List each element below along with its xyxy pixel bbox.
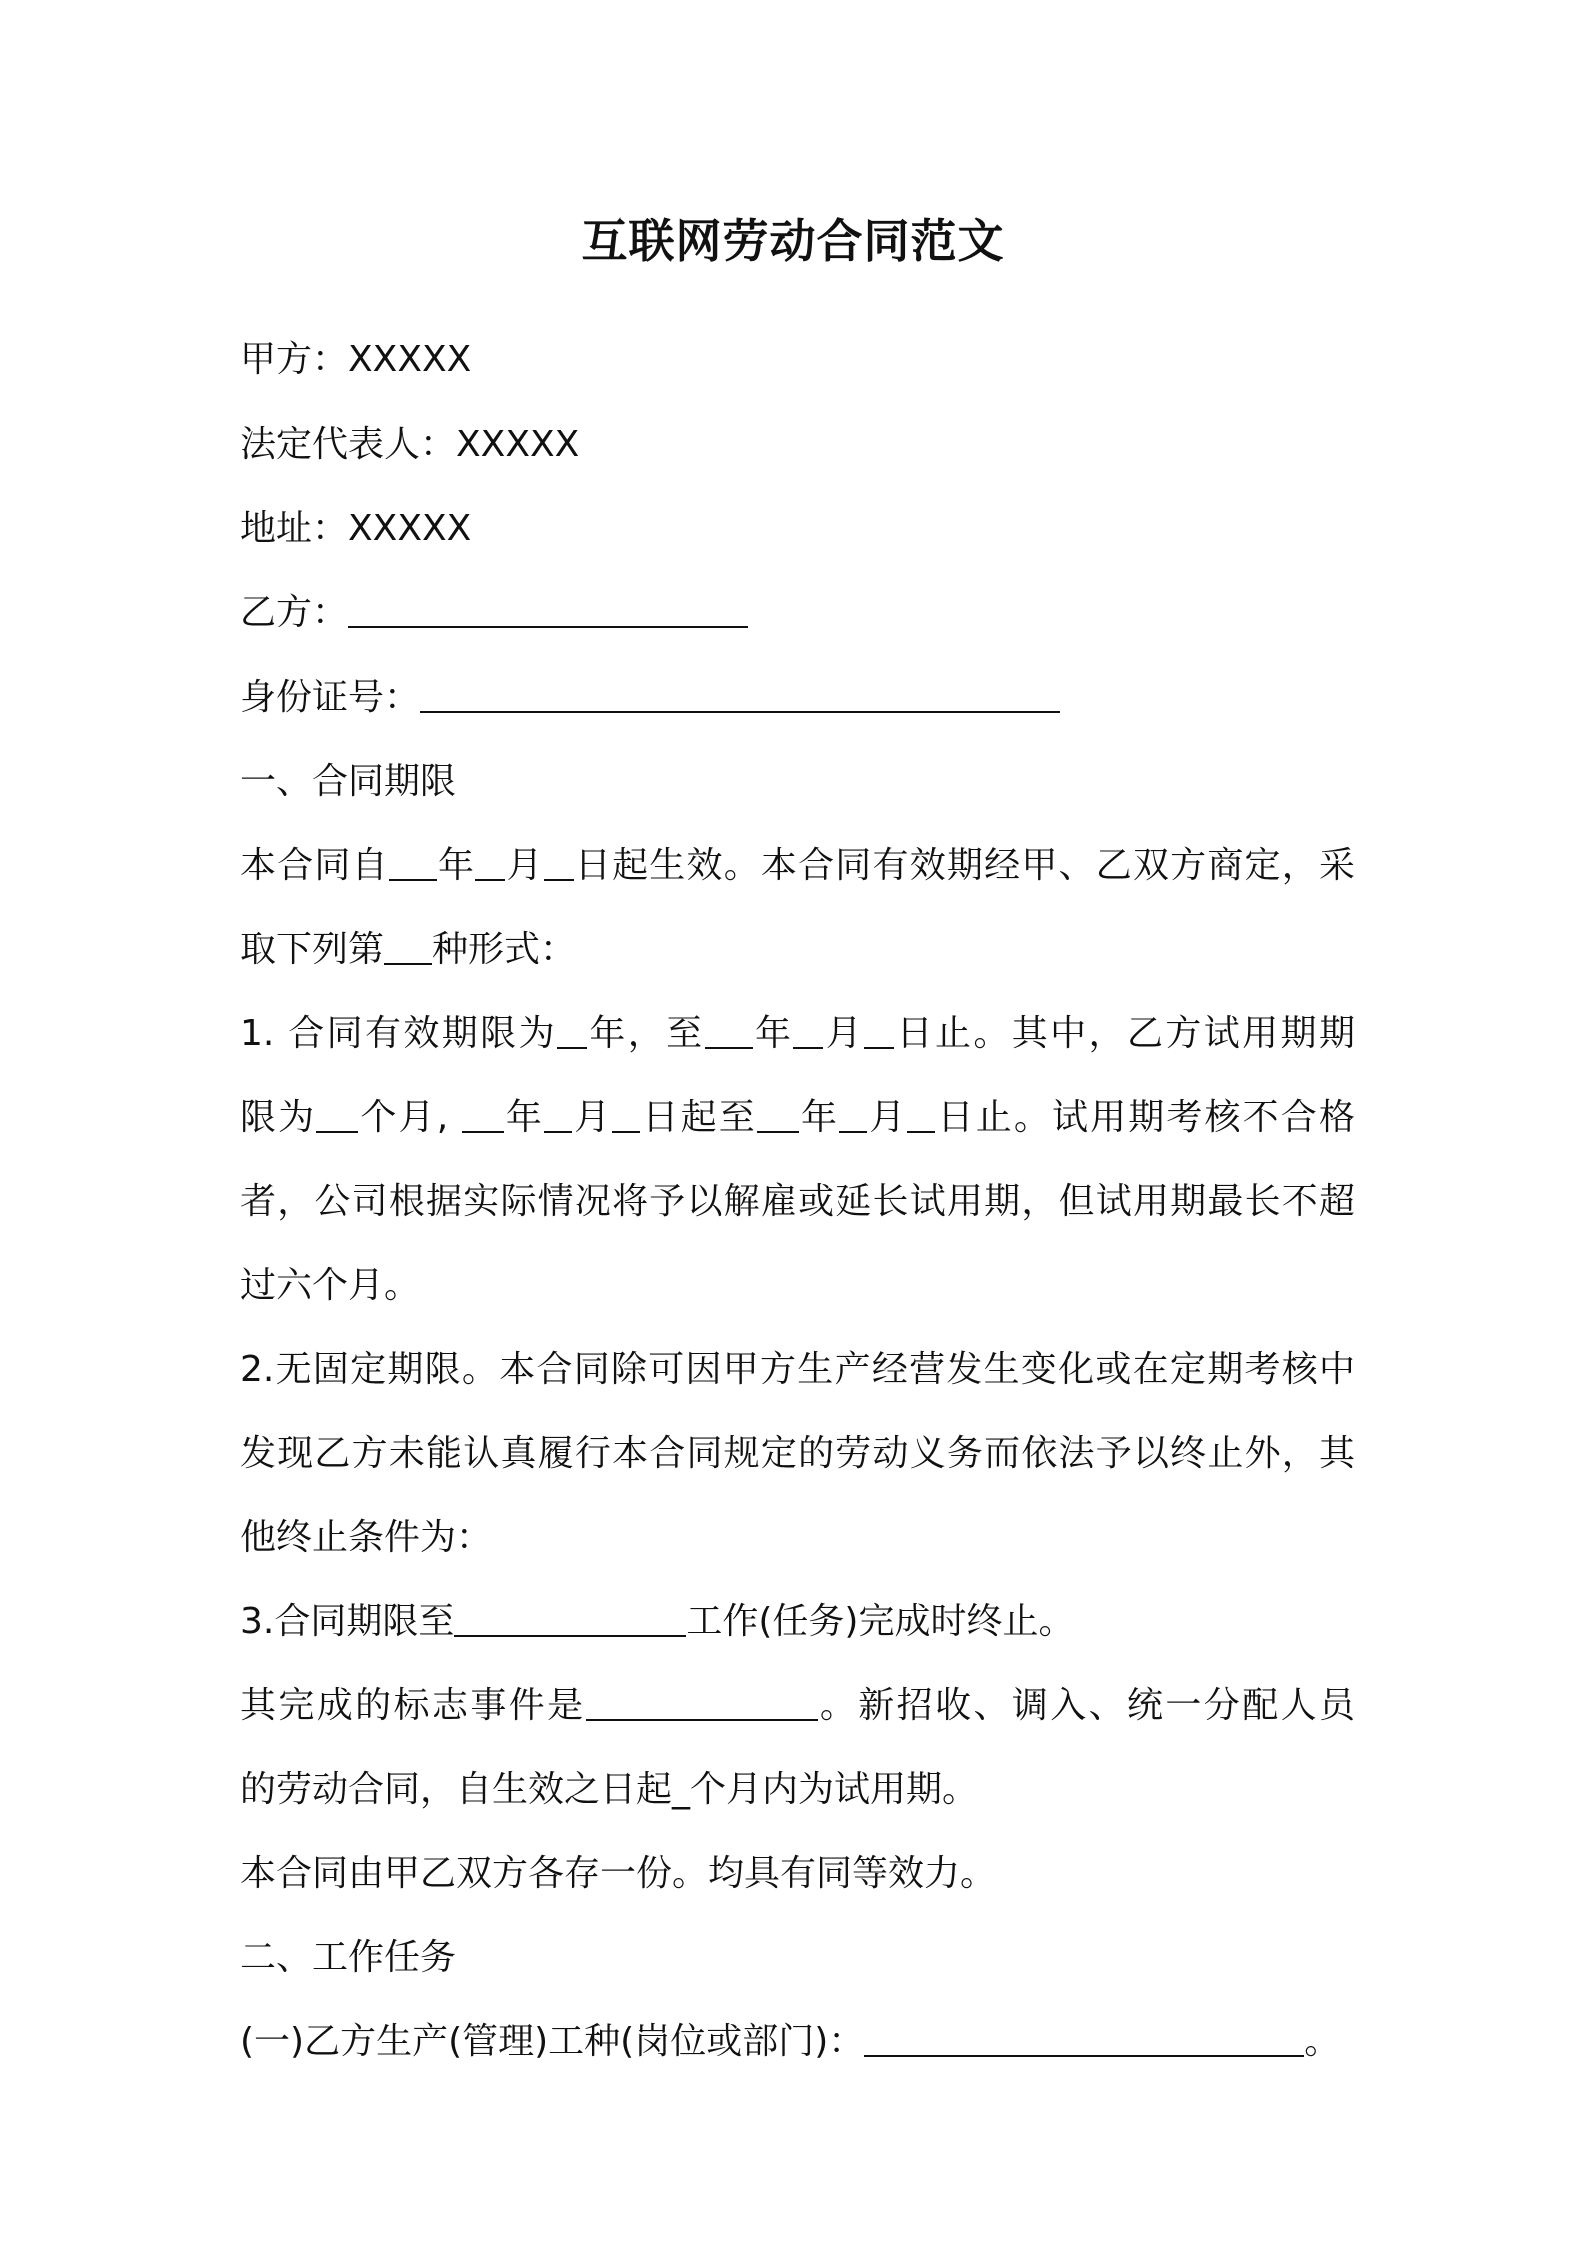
text-run: (一)乙方生产(管理)工种(岗位或部门)： (240, 2021, 865, 2062)
blank (757, 1095, 799, 1133)
text-run: 日止。试用期考核不合格 (935, 1097, 1355, 1138)
text-run: 年 (503, 1097, 545, 1138)
blank (705, 1011, 753, 1049)
blank (793, 1011, 823, 1049)
item-1-line-4: 过六个月。 (240, 1265, 421, 1306)
item-1-line-1 (240, 1009, 1355, 1059)
blank (316, 1095, 358, 1133)
text-run: 月 (505, 845, 544, 886)
item-2-line-3: 他终止条件为： (240, 1517, 493, 1558)
blank (462, 1095, 504, 1133)
text-run: 限为 (240, 1097, 317, 1138)
text-run: 年，至 (586, 1013, 705, 1054)
party-b-line (240, 588, 748, 638)
text-run: 年 (752, 1013, 794, 1054)
text-run: 取下列第 (240, 929, 385, 970)
text-run: 月 (823, 1013, 865, 1054)
text-run: 。新招收、调入、统一分配人员 (817, 1685, 1355, 1726)
section-1-paragraph-line-2 (240, 925, 576, 975)
text-run: 本合同自 (240, 845, 389, 886)
text-run: 其完成的标志事件是 (240, 1685, 586, 1726)
text-run: 3.合同期限至 (240, 1601, 455, 1642)
blank (612, 1095, 640, 1133)
day-blank (544, 843, 574, 881)
blank (839, 1095, 867, 1133)
item-2-line-1: 2.无固定期限。本合同除可因甲方生产经营发生变化或在定期考核中 (240, 1349, 1355, 1390)
text-run: 年 (436, 845, 476, 886)
text-run: 日起至 (640, 1097, 757, 1138)
party-b-label: 乙方： (240, 592, 349, 633)
text-run: 日止。其中，乙方试用期期 (894, 1013, 1355, 1054)
section-2-heading: 二、工作任务 (240, 1937, 457, 1978)
id-number-line (240, 673, 1060, 723)
item-2-line-2: 发现乙方未能认真履行本合同规定的劳动义务而依法予以终止外，其 (240, 1433, 1355, 1474)
party-a-line: 甲方：XXXXX (240, 339, 472, 380)
item-1-line-3: 者，公司根据实际情况将予以解雇或延长试用期，但试用期最长不超 (240, 1181, 1355, 1222)
event-blank (586, 1683, 818, 1721)
address-line: 地址：XXXXX (240, 508, 472, 549)
legal-representative-line: 法定代表人：XXXXX (240, 424, 580, 465)
item-3-line (240, 1597, 1074, 1647)
year-blank (389, 843, 437, 881)
form-number-blank (384, 927, 432, 965)
blank (544, 1095, 572, 1133)
text-run: 种形式： (432, 929, 577, 970)
item-1-line-2 (240, 1093, 1355, 1143)
blank (907, 1095, 935, 1133)
text-run: 月 (867, 1097, 908, 1138)
section-2-item-1-line (240, 2017, 1340, 2067)
completion-event-line-2: 的劳动合同，自生效之日起_个月内为试用期。 (240, 1769, 979, 1810)
text-run: 日起生效。本合同有效期经甲、乙双方商定，采 (573, 845, 1355, 886)
copies-line: 本合同由甲乙双方各存一份。均具有同等效力。 (240, 1853, 997, 1894)
id-number-label: 身份证号： (240, 677, 421, 718)
text-run: 个月, (358, 1097, 462, 1138)
section-1-heading: 一、合同期限 (240, 761, 457, 802)
document-title: 互联网劳动合同范文 (581, 214, 1005, 268)
party-b-blank (348, 590, 748, 628)
text-run: 1. 合同有效期限为 (240, 1013, 557, 1054)
section-1-paragraph-line-1 (240, 841, 1355, 891)
blank (864, 1011, 894, 1049)
id-number-blank (420, 675, 1060, 713)
position-blank (864, 2019, 1304, 2057)
month-blank (475, 843, 505, 881)
text-run: 月 (572, 1097, 613, 1138)
task-blank (454, 1599, 686, 1637)
text-run: 年 (798, 1097, 840, 1138)
completion-event-line-1 (240, 1681, 1355, 1731)
text-run: 。 (1304, 2021, 1341, 2062)
text-run: 工作(任务)完成时终止。 (686, 1601, 1075, 1642)
blank (557, 1011, 587, 1049)
